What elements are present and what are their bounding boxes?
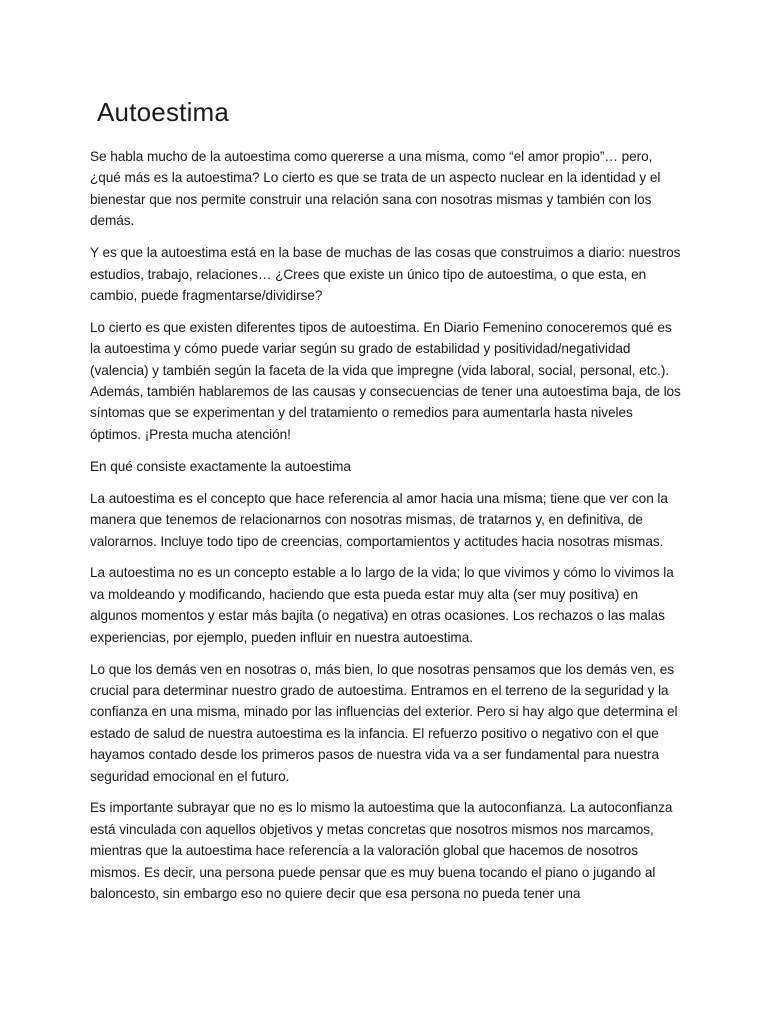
document-title: Autoestima	[97, 97, 230, 127]
paragraph-definition: La autoestima es el concepto que hace referencia al amor hacia una misma; tiene que ver con la manera que tenemos de relacionarnos con nosotras mismas, de tratarnos y, en definitiva, de valorarnos. Incluye todo tipo de creencias, comportamientos y actitudes hacia nosotras mismas.	[90, 490, 668, 549]
paragraph-influences: Lo que los demás ven en nosotras o, más bien, lo que nosotras pensamos que los demás ven, es crucial para determinar nuestro grado de autoestima. Entramos en el terreno de la seguridad y la confianza en una misma, minado por las influencias del exterior. Pero si hay algo que determina el estado de salud de nuestra autoestima es la infancia. El refuerzo positivo o negativo con el que hayamos contado desde los primeros pasos de nuestra vida va a ser fundamental para nuestra seguridad emocional en el futuro.	[90, 661, 678, 784]
paragraph-stability: La autoestima no es un concepto estable a lo largo de la vida; lo que vivimos y cómo lo vivimos la va moldeando y modificando, haciendo que esta pueda estar muy alta (ser muy positiva) en algunos momentos y estar más bajita (o negativa) en otras ocasiones. Los rechazos o las malas experiencias, por ejemplo, pueden influir en nuestra autoestima.	[90, 565, 674, 645]
paragraph-intro: Se habla mucho de la autoestima como quererse a una misma, como “el amor propio”… pero, ¿qué más es la autoestima? Lo cierto es que se trata de un aspecto nuclear en la identidad y el bienestar que nos permite construir una relación sana con nosotras mismas y también con los demás.	[90, 149, 661, 229]
document-body	[90, 146, 682, 915]
paragraph-types: Lo cierto es que existen diferentes tipos de autoestima. En Diario Femenino conoceremos qué es la autoestima y cómo puede variar según su grado de estabilidad y positividad/negatividad (valencia) y también según la faceta de la vida que impregne (vida laboral, social, personal, etc.). Además, también hablaremos de las causas y consecuencias de tener una autoestima baja, de los síntomas que se experimentan y del tratamiento o remedios para aumentarla hasta niveles óptimos. ¡Presta mucha atención!	[90, 319, 681, 442]
section-heading: En qué consiste exactamente la autoestima	[90, 458, 351, 474]
paragraph-self-confidence: Es importante subrayar que no es lo mismo la autoestima que la autoconfianza. La autoconfianza está vinculada con aquellos objetivos y metas concretas que nosotros mismos nos marcamos, mientras que la autoestima hace referencia a la valoración global que hacemos de nosotros mismos. Es decir, una persona puede pensar que es muy buena tocando el piano o jugando al baloncesto, sin embargo eso no quiere decir que esa persona no pueda tener una	[90, 800, 673, 902]
paragraph-base: Y es que la autoestima está en la base de muchas de las cosas que construimos a diario: nuestros estudios, trabajo, relaciones… ¿Crees que existe un único tipo de autoestima, o que esta, en cambio, puede fragmentarse/dividirse?	[90, 245, 681, 303]
